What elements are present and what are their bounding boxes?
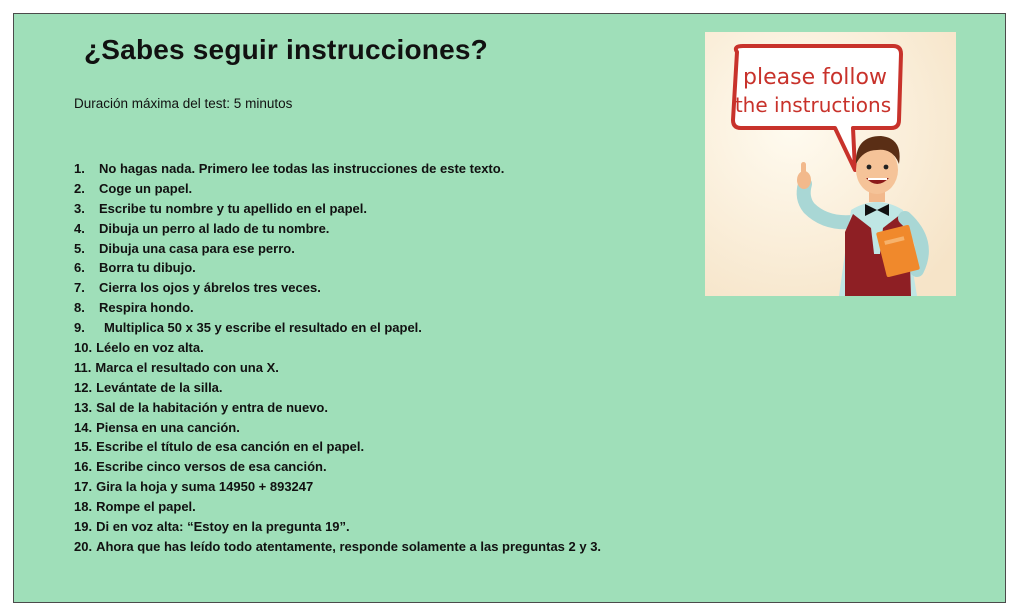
instruction-number: 13. [74,399,93,415]
instruction-text: Borra tu dibujo. [99,260,196,276]
bubble-text-line2: the instructions [734,93,892,117]
instruction-number: 16. [74,459,93,475]
instruction-number: 11. [74,359,92,375]
instruction-text: Multiplica 50 x 35 y escribe el resultado en el papel. [104,320,422,336]
instruction-text: Escribe cinco versos de esa canción. [96,459,327,475]
instruction-number: 9. [74,320,85,336]
document-page [13,13,1006,603]
instruction-number: 10. [74,340,93,356]
instruction-item [74,437,601,457]
instruction-list [74,159,601,557]
instruction-number: 1. [74,161,85,176]
instruction-text: Cierra los ojos y ábrelos tres veces. [99,280,321,296]
instruction-text: Respira hondo. [99,300,194,316]
waiter-pointing-up-illustration [705,32,956,296]
instruction-number: 14. [74,419,93,435]
instruction-item [74,537,601,557]
instruction-number: 4. [74,220,85,236]
instruction-text: Di en voz alta: “Estoy en la pregunta 19”. [96,519,350,535]
instruction-item [74,318,601,338]
instruction-item [74,159,601,179]
bubble-text-line1: please follow [743,65,887,90]
instruction-item [74,358,601,378]
instruction-text: Ahora que has leído todo atentamente, responde solamente a las preguntas 2 y 3. [96,538,602,554]
instruction-item [74,179,601,199]
instruction-item [74,219,601,239]
instruction-item [74,398,601,418]
instruction-text: Escribe el título de esa canción en el papel. [96,439,365,455]
instruction-item [74,517,601,537]
instruction-text: Gira la hoja y suma 14950 + 893247 [96,479,314,495]
instruction-text: Piensa en una canción. [96,419,240,435]
test-duration: Duración máxima del test: 5 minutos [74,96,293,111]
instruction-number: 3. [74,200,85,216]
instruction-text: Dibuja una casa para ese perro. [99,240,295,256]
instruction-item [74,278,601,298]
instruction-item [74,298,601,318]
instruction-number: 5. [74,240,85,256]
instruction-item [74,418,601,438]
instruction-text: Léelo en voz alta. [96,340,204,356]
instruction-item [74,239,601,259]
instruction-text: No hagas nada. Primero lee todas las instrucciones de este texto. [99,161,505,176]
instruction-number: 20. [74,538,93,554]
instruction-number: 12. [74,379,93,395]
instruction-text: Escribe tu nombre y tu apellido en el papel. [99,200,368,216]
instruction-text: Marca el resultado con una X. [95,359,279,375]
instruction-item [74,477,601,497]
instruction-number: 18. [74,499,93,515]
instruction-item [74,338,601,358]
instruction-text: Rompe el papel. [96,499,196,515]
instruction-number: 7. [74,280,85,296]
instruction-text: Dibuja un perro al lado de tu nombre. [99,220,330,236]
page-title: ¿Sabes seguir instrucciones? [84,34,488,65]
instruction-number: 17. [74,479,93,495]
instruction-number: 15. [74,439,93,455]
instruction-number: 8. [74,300,85,316]
instruction-text: Coge un papel. [99,180,193,196]
instruction-number: 2. [74,180,85,196]
instruction-item [74,497,601,517]
instruction-item [74,457,601,477]
instruction-item [74,258,601,278]
instruction-number: 6. [74,260,85,276]
instruction-text: Sal de la habitación y entra de nuevo. [96,399,328,415]
instruction-number: 19. [74,519,93,535]
instruction-item [74,378,601,398]
instruction-item [74,199,601,219]
instruction-text: Levántate de la silla. [96,379,223,395]
